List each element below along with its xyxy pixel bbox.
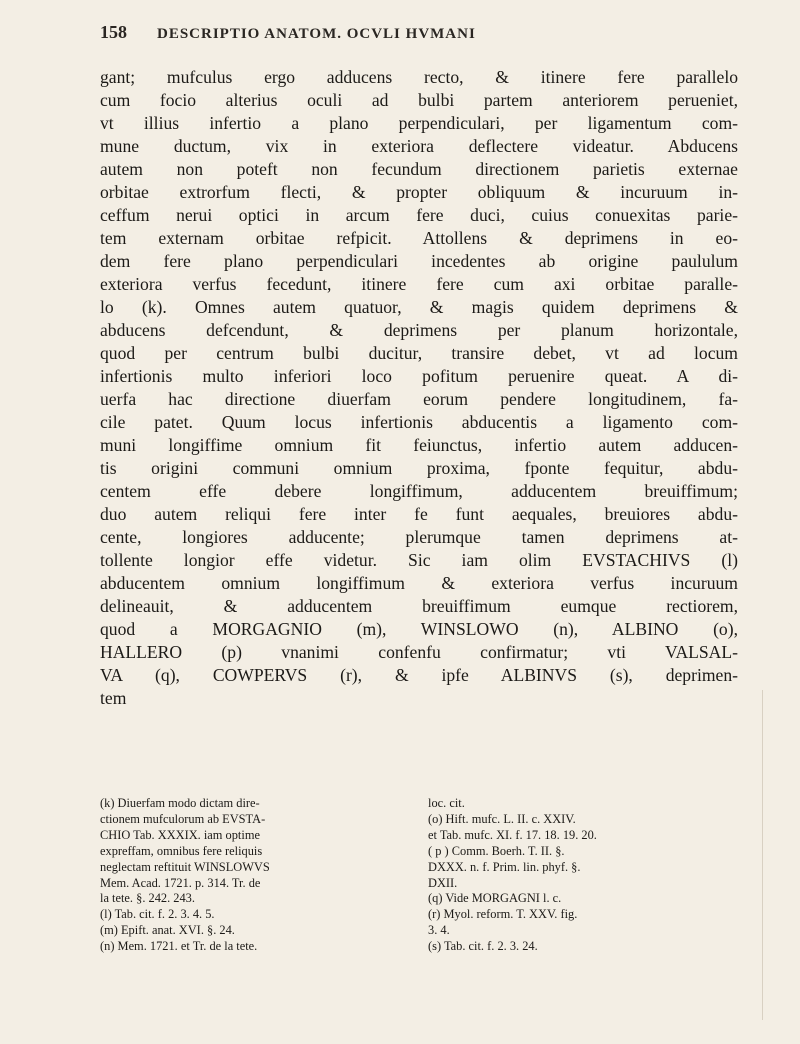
text-line: centem effe debere longiffimum, adducentem breuiffimum; [100, 481, 738, 501]
footnote-line: la tete. §. 242. 243. [100, 891, 195, 906]
text-line: dem fere plano perpendiculari incedentes ab origine paululum [100, 251, 738, 271]
footnote-line: expreffam, omnibus fere reliquis [100, 843, 263, 858]
footnote-line: (o) Hift. mufc. L. II. c. XXIV. [428, 811, 576, 826]
text-line: quod a MORGAGNIO (m), WINSLOWO (n), ALBINO (o), [100, 619, 738, 639]
footnote-line: (l) Tab. cit. f. 2. 3. 4. 5. [100, 907, 215, 922]
text-line: quod per centrum bulbi ducitur, transire debet, vt ad locum [100, 343, 738, 363]
footnote-line: CHIO Tab. XXXIX. iam optime [100, 827, 260, 842]
text-line: mune ductum, vix in exteriora deflectere videatur. Abducens [100, 136, 738, 156]
text-line: infertionis multo inferiori loco pofitum peruenire queat. A di- [100, 366, 738, 386]
text-line: tem [100, 688, 127, 708]
footnote-line: neglectam reftituit WINSLOWVS [100, 859, 270, 874]
text-line: abducens defcendunt, & deprimens per planum horizontale, [100, 320, 738, 340]
footnote-line: DXXX. n. f. Prim. lin. phyf. §. [428, 859, 581, 874]
text-line: vt illius infertio a plano perpendiculari, per ligamentum com- [100, 113, 738, 133]
text-line: delineauit, & adducentem breuiffimum eumque rectiorem, [100, 596, 738, 616]
page-edge-shadow [762, 690, 769, 1020]
text-line: lo (k). Omnes autem quatuor, & magis quidem deprimens & [100, 297, 738, 317]
footnote-line: (n) Mem. 1721. et Tr. de la tete. [100, 939, 258, 954]
text-line: tem externam orbitae refpicit. Attollens & deprimens in eo- [100, 228, 738, 248]
footnote-line: Mem. Acad. 1721. p. 314. Tr. de [100, 875, 261, 890]
text-line: cum focio alterius oculi ad bulbi partem anteriorem perueniet, [100, 90, 738, 110]
footnote-line: ( p ) Comm. Boerh. T. II. §. [428, 843, 565, 858]
footnote-line: loc. cit. [428, 796, 465, 810]
footnote-line: (q) Vide MORGAGNI l. c. [428, 891, 562, 906]
main-text [100, 66, 738, 710]
text-line: HALLERO (p) vnanimi confenfu confirmatur; vti VALSAL- [100, 642, 738, 662]
text-line: autem non poteft non fecundum directionem parietis externae [100, 159, 738, 179]
footnotes [100, 796, 740, 955]
footnotes-right-column [428, 796, 740, 955]
page-number: 158 [100, 22, 127, 42]
footnote-line: (s) Tab. cit. f. 2. 3. 24. [428, 939, 538, 954]
text-line: tollente longior effe videtur. Sic iam olim EVSTACHIVS (l) [100, 550, 738, 570]
text-line: gant; mufculus ergo adducens recto, & itinere fere parallelo [100, 67, 738, 87]
footnote-line: 3. 4. [428, 923, 450, 938]
text-line: abducentem omnium longiffimum & exteriora verfus incuruum [100, 573, 738, 593]
footnote-line: (r) Myol. reform. T. XXV. fig. [428, 907, 578, 922]
footnote-line: (m) Epift. anat. XVI. §. 24. [100, 923, 235, 938]
footnote-line: (k) Diuerfam modo dictam dire- [100, 796, 260, 810]
text-line: duo autem reliqui fere inter fe funt aequales, breuiores abdu- [100, 504, 738, 524]
text-line: ceffum nerui optici in arcum fere duci, cuius conuexitas parie- [100, 205, 738, 225]
text-line: VA (q), COWPERVS (r), & ipfe ALBINVS (s), deprimen- [100, 665, 738, 685]
text-line: cente, longiores adducente; plerumque tamen deprimens at- [100, 527, 738, 547]
running-title: DESCRIPTIO ANATOM. OCVLI HVMANI [157, 26, 476, 42]
text-line: orbitae extrorfum flecti, & propter obliquum & incuruum in- [100, 182, 738, 202]
text-line: exteriora verfus fecedunt, itinere fere cum axi orbitae paralle- [100, 274, 738, 294]
text-line: uerfa hac directione diuerfam eorum pendere longitudinem, fa- [100, 389, 738, 409]
footnotes-left-column [100, 796, 412, 955]
footnote-line: ctionem mufculorum ab EVSTA- [100, 811, 266, 826]
text-line: tis origini communi omnium proxima, fponte fequitur, abdu- [100, 458, 738, 478]
text-line: cile patet. Quum locus infertionis abducentis a ligamento com- [100, 412, 738, 432]
footnote-line: et Tab. mufc. XI. f. 17. 18. 19. 20. [428, 827, 597, 842]
page-header [100, 22, 740, 43]
text-line: muni longiffime omnium fit feiunctus, infertio autem adducen- [100, 435, 738, 455]
footnote-line: DXII. [428, 875, 458, 890]
